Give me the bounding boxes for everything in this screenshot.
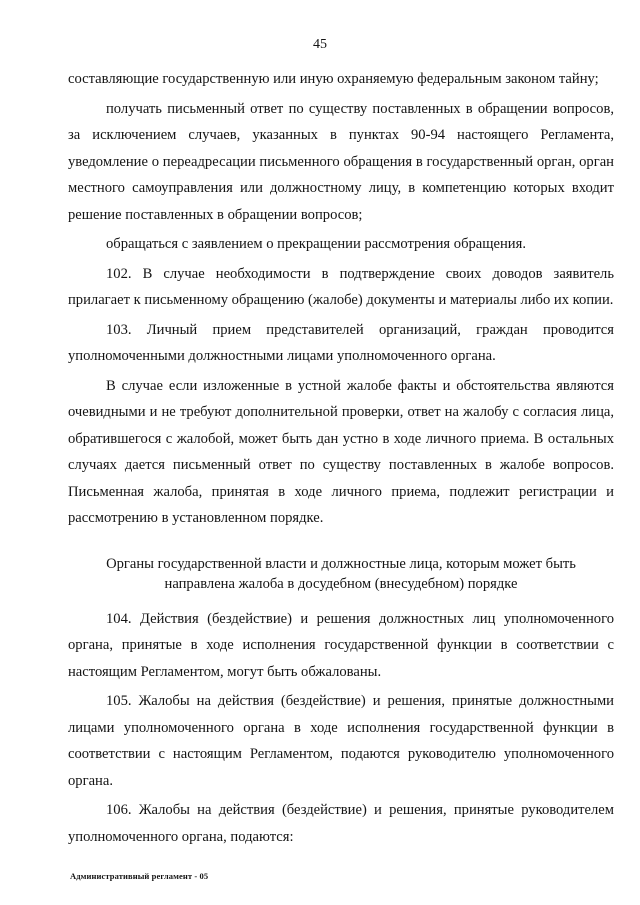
paragraph-item-103: 103. Личный прием представителей организаций, граждан проводится уполномоченными должностными лицами уполномоченного органа.: [68, 321, 614, 364]
paragraph-item-102: 102. В случае необходимости в подтверждение своих доводов заявитель прилагает к письменному обращению (жалобе) документы и материалы либо их копии.: [68, 265, 614, 308]
page-number: 45: [313, 37, 327, 52]
paragraph: составляющие государственную или иную охраняемую федеральным законом тайну;: [68, 71, 599, 87]
paragraph: получать письменный ответ по существу поставленных в обращении вопросов, за исключением случаев, указанных в пунктах 90-94 настоящего Регламента, уведомление о переадресации письменного обращения в государственный орган, орган местного самоуправления или должностному лицу, в компетенцию которых входит решение поставленных в обращении вопросов;: [68, 100, 614, 223]
paragraph: обращаться с заявлением о прекращении рассмотрения обращения.: [106, 236, 526, 252]
paragraph-item-105: 105. Жалобы на действия (бездействие) и решения, принятые должностными лицами уполномоченного органа в ходе исполнения государственной функции в соответствии с настоящим Регламентом, подаются руководителю уполномоченного органа.: [68, 693, 614, 789]
paragraph-item-104: 104. Действия (бездействие) и решения должностных лиц уполномоченного органа, принятые в ходе исполнения государственной функции в соответствии с настоящим Регламентом, могут быть обжалованы.: [68, 610, 614, 680]
document-body: [68, 66, 614, 850]
paragraph: В случае если изложенные в устной жалобе факты и обстоятельства являются очевидными и не требуют дополнительной проверки, ответ на жалобу с согласия лица, обратившегося с жалобой, может быть дан устно в ходе личного приема. В остальных случаях дается письменный ответ по существу поставленных в жалобе вопросов. Письменная жалоба, принятая в ходе личного приема, подлежит регистрации и рассмотрению в установленном порядке.: [68, 377, 614, 526]
paragraph-item-106: 106. Жалобы на действия (бездействие) и решения, принятые руководителем уполномоченного органа, подаются:: [68, 802, 614, 845]
section-heading: Органы государственной власти и должностные лица, которым может быть направлена жалоба в досудебном (внесудебном) порядке: [106, 555, 576, 592]
document-footer: Административный регламент - 05: [70, 871, 209, 881]
